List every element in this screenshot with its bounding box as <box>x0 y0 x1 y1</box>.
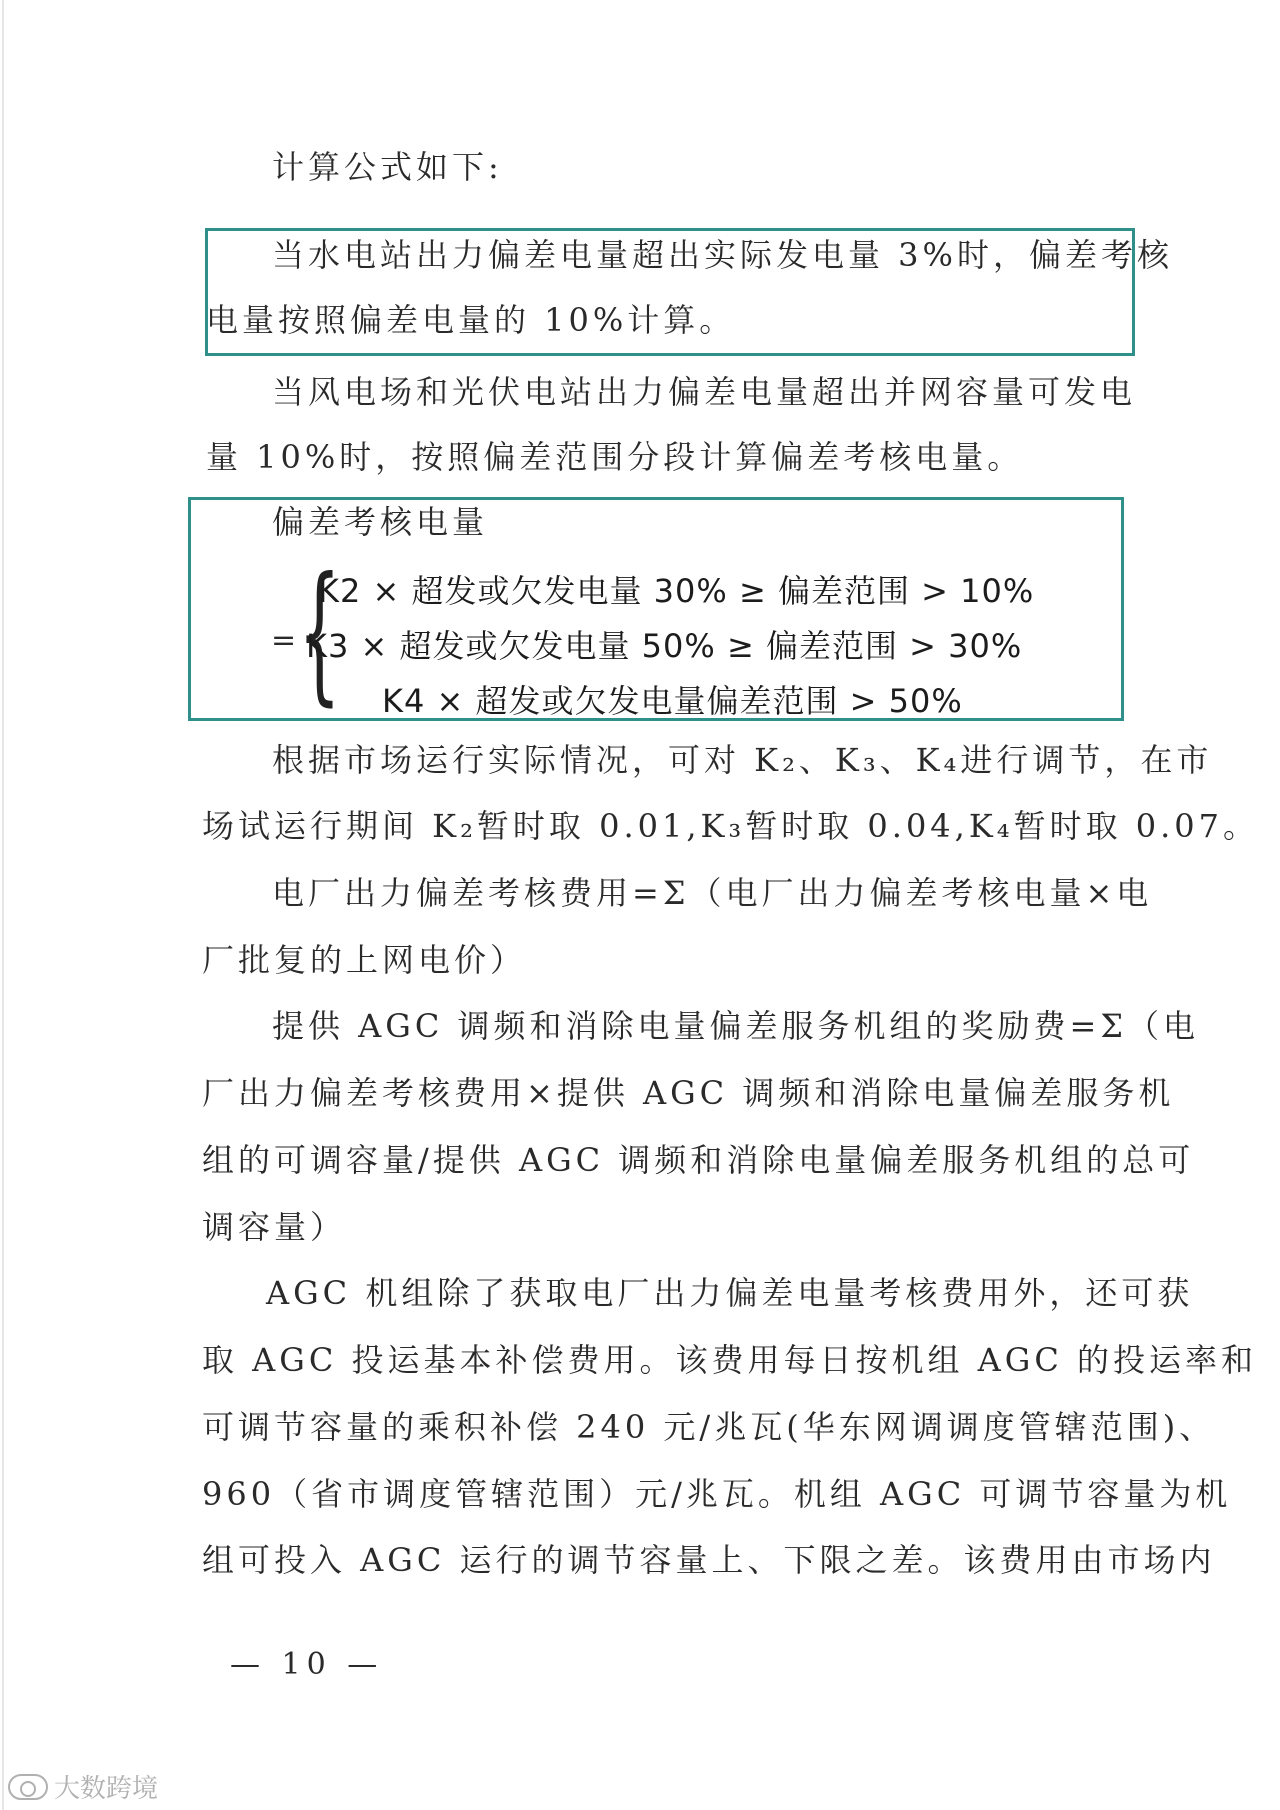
text-line: 组可投入 AGC 运行的调节容量上、下限之差。该费用由市场内 <box>202 1541 1216 1579</box>
formula-case-k4: K4 × 超发或欠发电量偏差范围 > 50% <box>382 682 963 720</box>
text-line: 可调节容量的乘积补偿 240 元/兆瓦(华东网调调度管辖范围)、 <box>202 1408 1216 1446</box>
watermark-logo-icon <box>8 1774 48 1800</box>
text-line: 厂批复的上网电价） <box>202 941 527 979</box>
formula-title: 偏差考核电量 <box>272 503 489 541</box>
text-line: 电厂出力偏差考核费用=Σ（电厂出力偏差考核电量×电 <box>272 874 1153 912</box>
formula-case-k3: K3 × 超发或欠发电量 50% ≥ 偏差范围 > 30% <box>306 627 1023 665</box>
page-number: — 10 — <box>230 1647 384 1682</box>
watermark-text: 大数跨境 <box>54 1774 159 1804</box>
watermark <box>8 1768 158 1805</box>
text-line: 960（省市调度管辖范围）元/兆瓦。机组 AGC 可调节容量为机 <box>202 1475 1232 1513</box>
text-line: 电量按照偏差电量的 10%计算。 <box>206 301 736 339</box>
scan-edge <box>2 0 4 1810</box>
text-line: AGC 机组除了获取电厂出力偏差电量考核费用外，还可获 <box>266 1274 1194 1312</box>
text-line: 量 10%时，按照偏差范围分段计算偏差考核电量。 <box>206 438 1024 476</box>
text-line: 厂出力偏差考核费用×提供 AGC 调频和消除电量偏差服务机 <box>202 1074 1175 1112</box>
formula-equals: = <box>271 623 297 658</box>
text-line: 当水电站出力偏差电量超出实际发电量 3%时，偏差考核 <box>272 236 1173 274</box>
formula-case-k2: K2 × 超发或欠发电量 30% ≥ 偏差范围 > 10% <box>318 572 1035 610</box>
text-line: 取 AGC 投运基本补偿费用。该费用每日按机组 AGC 的投运率和 <box>202 1341 1258 1379</box>
text-line: 计算公式如下: <box>272 148 503 186</box>
text-line: 组的可调容量/提供 AGC 调频和消除电量偏差服务机组的总可 <box>202 1141 1195 1179</box>
brace-icon: { <box>298 546 341 720</box>
text-line: 调容量） <box>202 1208 347 1246</box>
text-line: 当风电场和光伏电站出力偏差电量超出并网容量可发电 <box>272 373 1137 411</box>
text-line: 场试运行期间 K₂暂时取 0.01,K₃暂时取 0.04,K₄暂时取 0.07。 <box>202 807 1259 845</box>
text-line: 根据市场运行实际情况，可对 K₂、K₃、K₄进行调节，在市 <box>272 741 1213 779</box>
text-line: 提供 AGC 调频和消除电量偏差服务机组的奖励费=Σ（电 <box>272 1007 1199 1045</box>
